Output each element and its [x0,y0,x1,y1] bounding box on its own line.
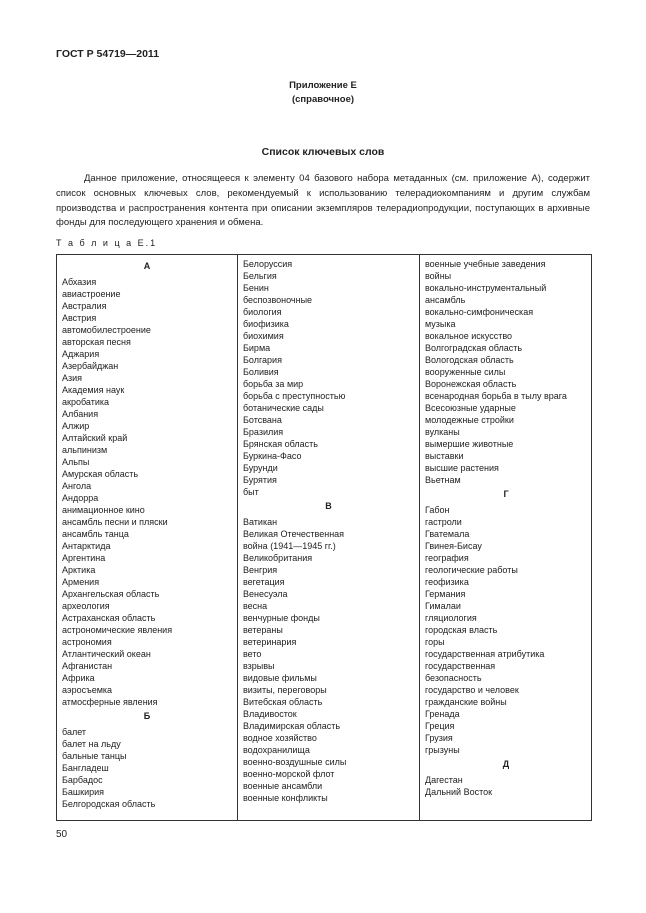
table-column-2 [237,255,419,820]
keyword-item: биохимия [243,331,284,341]
keyword-item: выставки [425,451,464,461]
keyword-item: Гватемала [425,529,470,539]
keyword-item: Дагестан [425,775,463,785]
section-title: Список ключевых слов [261,146,385,158]
keyword-item: астрономия [62,637,112,647]
keyword-item: государство и человек [425,685,519,695]
keyword-item: Антарктида [62,541,111,551]
keyword-item: вооруженные силы [425,367,506,377]
keyword-item: Боливия [243,367,279,377]
keyword-item: Бангладеш [62,763,109,773]
keyword-item: Габон [425,505,450,515]
keyword-item: гляциология [425,613,477,623]
page-number: 50 [56,829,68,840]
keyword-item: Вьетнам [425,475,461,485]
keyword-item: ветераны [243,625,283,635]
keyword-item: войны [425,271,452,281]
keyword-item: гастроли [425,517,462,527]
keywords-table [56,254,592,821]
keyword-item: география [425,553,469,563]
keyword-item: борьба за мир [243,379,304,389]
annex-subtitle: (справочное) [291,94,355,105]
keyword-item: водное хозяйство [243,733,317,743]
keyword-item: Африка [62,673,95,683]
document-header: ГОСТ Р 54719—2011 [56,48,160,60]
keyword-item: Атлантический океан [62,649,151,659]
keyword-item: Австрия [62,313,97,323]
keyword-item: балет [62,727,87,737]
keyword-item: Белгородская область [62,799,156,809]
keyword-item: аэросъемка [62,685,113,695]
keyword-item: беспозвоночные [243,295,313,305]
keyword-item: городская власть [425,625,498,635]
keyword-item: Ботсвана [243,415,282,425]
letter-heading: Б [143,711,151,721]
keyword-item: Абхазия [62,277,97,287]
keyword-item: Всесоюзные ударные [425,403,516,413]
keyword-item: Гвинея-Бисау [425,541,482,551]
keyword-item: Дальний Восток [425,787,493,797]
keyword-item: вулканы [425,427,460,437]
letter-heading: Г [503,489,509,499]
keyword-item: ботанические сады [243,403,324,413]
keyword-item: Афганистан [62,661,113,671]
keyword-item: государственная [425,661,496,671]
keyword-item: Аргентина [62,553,106,563]
keyword-item: Волгоградская область [425,343,523,353]
keyword-item: Белоруссия [243,259,293,269]
keyword-item: высшие растения [425,463,499,473]
keyword-item: Алжир [62,421,90,431]
keyword-item: военно-морской флот [243,769,335,779]
keyword-item: астрономические явления [62,625,173,635]
keyword-item: атмосферные явления [62,697,158,707]
keyword-item: авторская песня [62,337,131,347]
keyword-item: вымершие животные [425,439,514,449]
keyword-item: Бразилия [243,427,284,437]
keyword-item: Владимирская область [243,721,341,731]
keyword-item: Бирма [243,343,271,353]
table-column-3 [419,255,592,820]
keyword-item: Витебская область [243,697,323,707]
keyword-item: Бенин [243,283,269,293]
keyword-item: визиты, переговоры [243,685,327,695]
keyword-item: грызуны [425,745,460,755]
keyword-item: археология [62,601,110,611]
keyword-item: Венгрия [243,565,278,575]
keyword-item: Астраханская область [62,613,156,623]
keyword-item: биофизика [243,319,289,329]
annex-title: Приложение Е [289,80,357,91]
keyword-item: геофизика [425,577,469,587]
keyword-item: военные конфликты [243,793,328,803]
keyword-item: Вологодская область [425,355,514,365]
keyword-item: авиастроение [62,289,121,299]
letter-heading: А [143,261,151,271]
keyword-item: ансамбль песни и пляски [62,517,168,527]
keyword-item: бальные танцы [62,751,127,761]
keyword-item: венчурные фонды [243,613,320,623]
letter-heading: Д [502,759,510,769]
keyword-item: Андорра [62,493,99,503]
keyword-item: Болгария [243,355,282,365]
keyword-item: ансамбль [425,295,466,305]
keyword-item: ветеринария [243,637,297,647]
keyword-item: геологические работы [425,565,518,575]
keyword-item: альпинизм [62,445,108,455]
keyword-item: Арктика [62,565,96,575]
keyword-item: Владивосток [243,709,297,719]
keyword-item: война (1941—1945 гг.) [243,541,336,551]
keyword-item: горы [425,637,445,647]
keyword-item: автомобилестроение [62,325,151,335]
keyword-item: Академия наук [62,385,125,395]
keyword-item: борьба с преступностью [243,391,346,401]
keyword-item: вето [243,649,262,659]
keyword-item: Австралия [62,301,107,311]
keyword-item: Ангола [62,481,92,491]
keyword-item: молодежные стройки [425,415,514,425]
keyword-item: Алтайский край [62,433,128,443]
keyword-item: вегетация [243,577,285,587]
keyword-item: акробатика [62,397,109,407]
keyword-item: Германия [425,589,466,599]
table-label: Т а б л и ц а Е.1 [56,238,158,248]
keyword-item: ансамбль танца [62,529,129,539]
keyword-item: Венесуэла [243,589,288,599]
keyword-item: военные учебные заведения [425,259,546,269]
keyword-item: Брянская область [243,439,318,449]
keyword-item: Гренада [425,709,460,719]
keyword-item: Албания [62,409,99,419]
keyword-item: Ватикан [243,517,278,527]
keyword-item: музыка [425,319,456,329]
keyword-item: Бурунди [243,463,278,473]
keyword-item: Барбадос [62,775,103,785]
keyword-item: Великобритания [243,553,313,563]
keyword-item: Альпы [62,457,90,467]
keyword-item: гражданские войны [425,697,507,707]
keyword-item: Архангельская область [62,589,160,599]
keyword-item: Аджария [62,349,100,359]
table-column-1 [57,255,237,820]
keyword-item: Гималаи [425,601,461,611]
keyword-item: биология [243,307,282,317]
keyword-item: военно-воздушные силы [243,757,347,767]
keyword-item: анимационное кино [62,505,145,515]
keyword-item: Воронежская область [425,379,517,389]
keyword-item: вокально-симфоническая [425,307,534,317]
keyword-item: взрывы [243,661,275,671]
keyword-item: Бурятия [243,475,277,485]
keyword-item: Буркина-Фасо [243,451,302,461]
keyword-item: вокальное искусство [425,331,513,341]
keyword-item: всенародная борьба в тылу врага [425,391,567,401]
letter-heading: В [325,501,332,511]
keyword-item: балет на льду [62,739,121,749]
keyword-item: Башкирия [62,787,105,797]
keyword-item: водохранилища [243,745,310,755]
keyword-item: Амурская область [62,469,139,479]
keyword-item: вокально-инструментальный [425,283,547,293]
keyword-item: Грузия [425,733,453,743]
keyword-item: безопасность [425,673,482,683]
keyword-item: военные ансамбли [243,781,323,791]
keyword-item: Азербайджан [62,361,119,371]
keyword-item: Великая Отечественная [243,529,345,539]
keyword-item: Армения [62,577,100,587]
intro-paragraph: Данное приложение, относящееся к элементу 04 базового набора метаданных (см. приложение А), содержит список основных ключевых слов, рекомендуемый к использованию телерадиокомпаниям и другим службам производства и распространения контента при описании экземпляров телерадиопродукции, поступающих в архивные фонды для последующего хранения и обмена. [56,173,590,229]
keyword-item: Греция [425,721,455,731]
keyword-item: государственная атрибутика [425,649,545,659]
keyword-item: Бельгия [243,271,277,281]
keyword-item: видовые фильмы [243,673,317,683]
keyword-item: Азия [62,373,83,383]
keyword-item: весна [243,601,268,611]
keyword-item: быт [243,487,259,497]
